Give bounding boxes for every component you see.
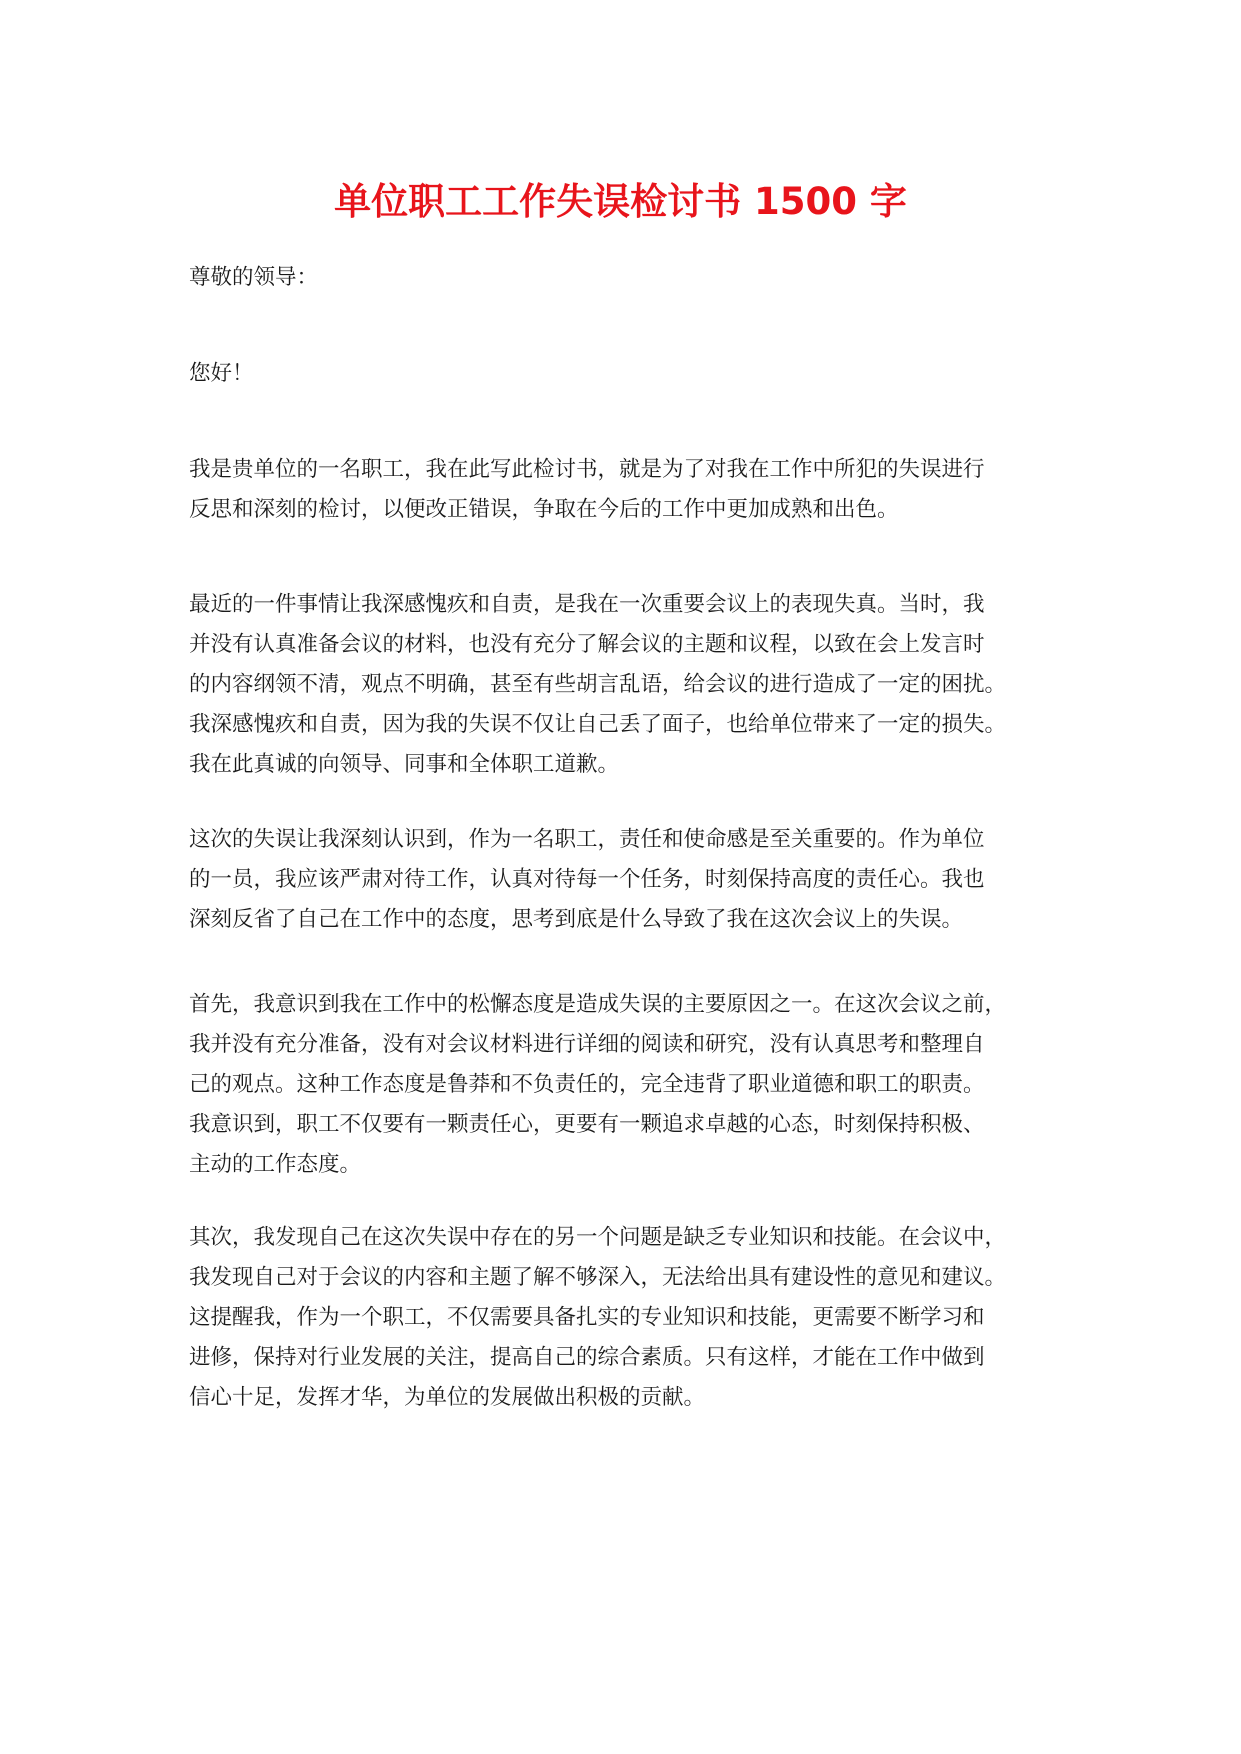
paragraph-line: 我发现自己对于会议的内容和主题了解不够深入，无法给出具有建设性的意见和建议。 [189,1265,1007,1290]
document-title: 单位职工工作失误检讨书 1500 字 [334,180,907,223]
paragraph-line: 的一员，我应该严肃对待工作，认真对待每一个任务，时刻保持高度的责任心。我也 [189,867,985,892]
paragraph-line: 深刻反省了自己在工作中的态度，思考到底是什么导致了我在这次会议上的失误。 [189,907,964,932]
paragraph-line: 最近的一件事情让我深感愧疚和自责，是我在一次重要会议上的表现失真。当时，我 [189,592,985,617]
paragraph-line: 我并没有充分准备，没有对会议材料进行详细的阅读和研究，没有认真思考和整理自 [189,1032,985,1057]
paragraph-line: 的内容纲领不清，观点不明确，甚至有些胡言乱语，给会议的进行造成了一定的困扰。 [189,672,1007,697]
paragraph-incident [189,585,1089,785]
paragraph-second-reason [189,1218,1089,1418]
paragraph-line: 进修，保持对行业发展的关注，提高自己的综合素质。只有这样，才能在工作中做到 [189,1345,985,1370]
paragraph-line: 这次的失误让我深刻认识到，作为一名职工，责任和使命感是至关重要的。作为单位 [189,827,985,852]
paragraph-first-reason [189,985,1089,1185]
salutation: 尊敬的领导： [189,265,319,290]
paragraph-line: 反思和深刻的检讨，以便改正错误，争取在今后的工作中更加成熟和出色。 [189,497,899,522]
paragraph-line: 信心十足，发挥才华，为单位的发展做出积极的贡献。 [189,1385,706,1410]
paragraph-line: 我深感愧疚和自责，因为我的失误不仅让自己丢了面子，也给单位带来了一定的损失。 [189,712,1007,737]
greeting: 您好！ [189,361,254,386]
paragraph-line: 我是贵单位的一名职工，我在此写此检讨书，就是为了对我在工作中所犯的失误进行 [189,457,985,482]
paragraph-line: 我意识到，职工不仅要有一颗责任心，更要有一颗追求卓越的心态，时刻保持积极、 [189,1112,985,1137]
paragraph-line: 己的观点。这种工作态度是鲁莽和不负责任的，完全违背了职业道德和职工的职责。 [189,1072,985,1097]
paragraph-line: 其次，我发现自己在这次失误中存在的另一个问题是缺乏专业知识和技能。在会议中， [189,1225,1007,1250]
paragraph-line: 主动的工作态度。 [189,1152,362,1177]
paragraph-reflection [189,820,1089,940]
paragraph-intro [189,450,1089,530]
paragraph-line: 我在此真诚的向领导、同事和全体职工道歉。 [189,752,620,777]
paragraph-line: 这提醒我，作为一个职工，不仅需要具备扎实的专业知识和技能，更需要不断学习和 [189,1305,985,1330]
paragraph-line: 并没有认真准备会议的材料，也没有充分了解会议的主题和议程，以致在会上发言时 [189,632,985,657]
paragraph-line: 首先，我意识到我在工作中的松懈态度是造成失误的主要原因之一。在这次会议之前， [189,992,1007,1017]
